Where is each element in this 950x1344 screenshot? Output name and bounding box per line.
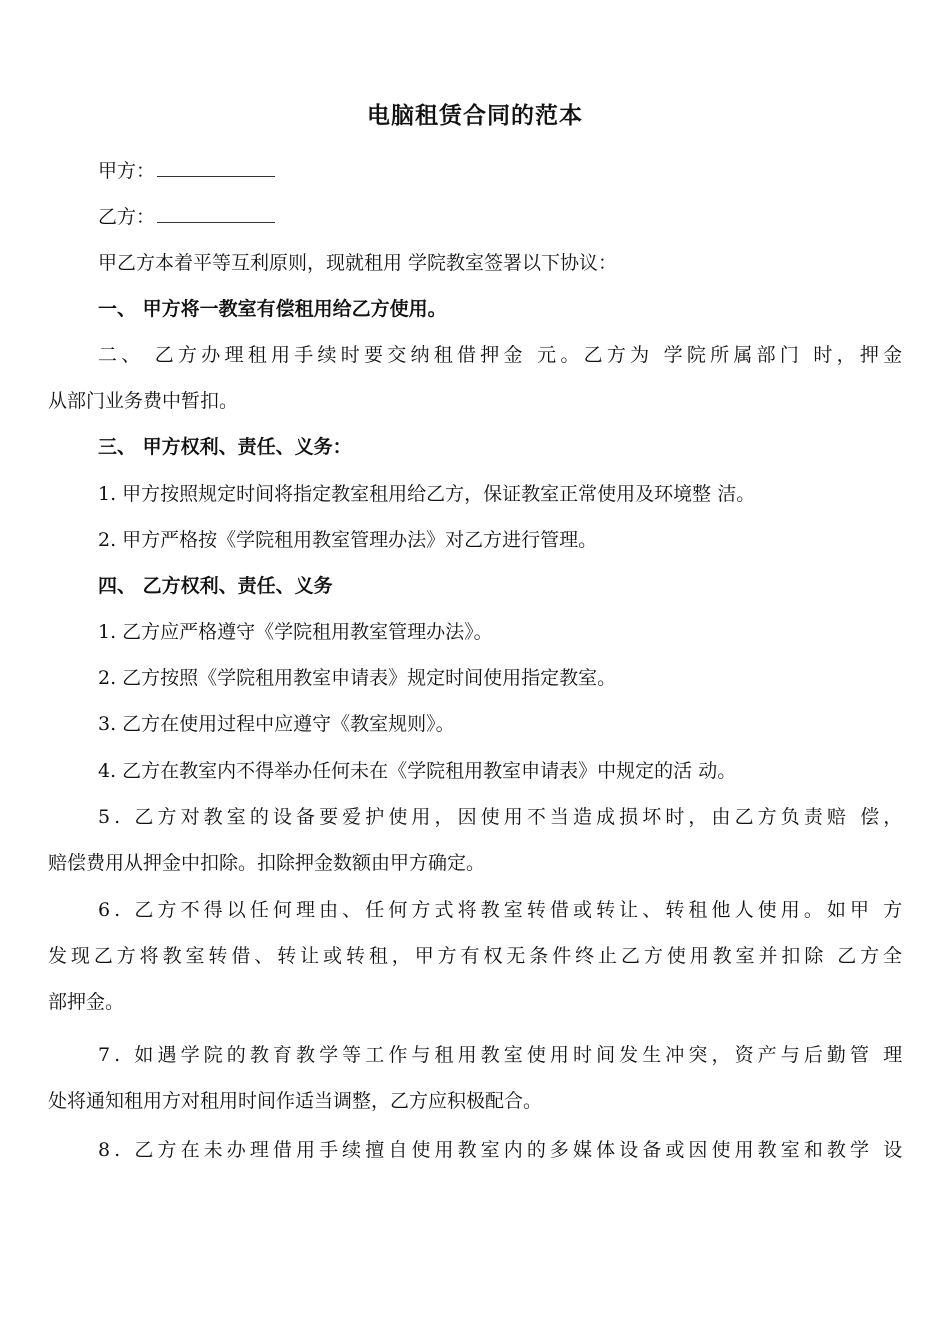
section-4-item-4: 4. 乙方在教室内不得举办任何未在《学院租用教室申请表》中规定的活 动。 xyxy=(98,760,737,782)
party-b-label: 乙方： xyxy=(98,206,156,228)
section-4-item-6-line-1: 6. 乙方不得以任何理由、任何方式将教室转借或转让、转租他人使用。如甲 方 xyxy=(98,899,907,921)
party-b-blank xyxy=(157,204,275,223)
section-4-item-1: 1. 乙方应严格遵守《学院租用教室管理办法》。 xyxy=(98,621,493,643)
party-a-blank xyxy=(157,158,275,177)
section-4-item-2: 2. 乙方按照《学院租用教室申请表》规定时间使用指定教室。 xyxy=(98,667,617,689)
section-2-line-2: 从部门业务费中暂扣。 xyxy=(48,390,239,412)
party-b-line xyxy=(98,203,275,231)
section-2-line-1: 二、 乙方办理租用手续时要交纳租借押金 元。乙方为 学院所属部门 时，押金 xyxy=(98,344,907,366)
section-4-item-6-line-3: 部押金。 xyxy=(48,991,125,1013)
section-4-item-5-line-2: 赔偿费用从押金中扣除。扣除押金数额由甲方确定。 xyxy=(48,852,486,874)
party-a-line xyxy=(98,157,275,185)
section-4-item-7-line-2: 处将通知租用方对租用时间作适当调整，乙方应积极配合。 xyxy=(48,1090,543,1112)
section-4-heading: 四、 乙方权利、责任、义务 xyxy=(98,575,333,597)
document-title: 电脑租赁合同的范本 xyxy=(367,102,583,129)
section-4-item-6-line-2: 发现乙方将教室转借、转让或转租，甲方有权无条件终止乙方使用教室并扣除 乙方全 xyxy=(48,945,906,967)
section-3-item-1: 1. 甲方按照规定时间将指定教室租用给乙方，保证教室正常使用及环境整 洁。 xyxy=(98,483,756,505)
section-4-item-5-line-1: 5. 乙方对教室的设备要爱护使用，因使用不当造成损坏时，由乙方负责赔 偿， xyxy=(98,806,907,828)
section-4-item-3: 3. 乙方在使用过程中应遵守《教室规则》。 xyxy=(98,713,455,735)
intro-paragraph: 甲乙方本着平等互利原则，现就租用 学院教室签署以下协议： xyxy=(98,252,618,274)
section-1-heading: 一、 甲方将一教室有偿租用给乙方使用。 xyxy=(98,298,447,320)
section-4-item-7-line-1: 7. 如遇学院的教育教学等工作与租用教室使用时间发生冲突，资产与后勤管 理 xyxy=(98,1044,907,1066)
section-3-item-2: 2. 甲方严格按《学院租用教室管理办法》对乙方进行管理。 xyxy=(98,529,598,551)
section-3-heading: 三、 甲方权利、责任、义务： xyxy=(98,436,352,458)
section-4-item-8-line-1: 8. 乙方在未办理借用手续擅自使用教室内的多媒体设备或因使用教室和教学 设 xyxy=(98,1139,907,1161)
party-a-label: 甲方： xyxy=(98,160,156,182)
